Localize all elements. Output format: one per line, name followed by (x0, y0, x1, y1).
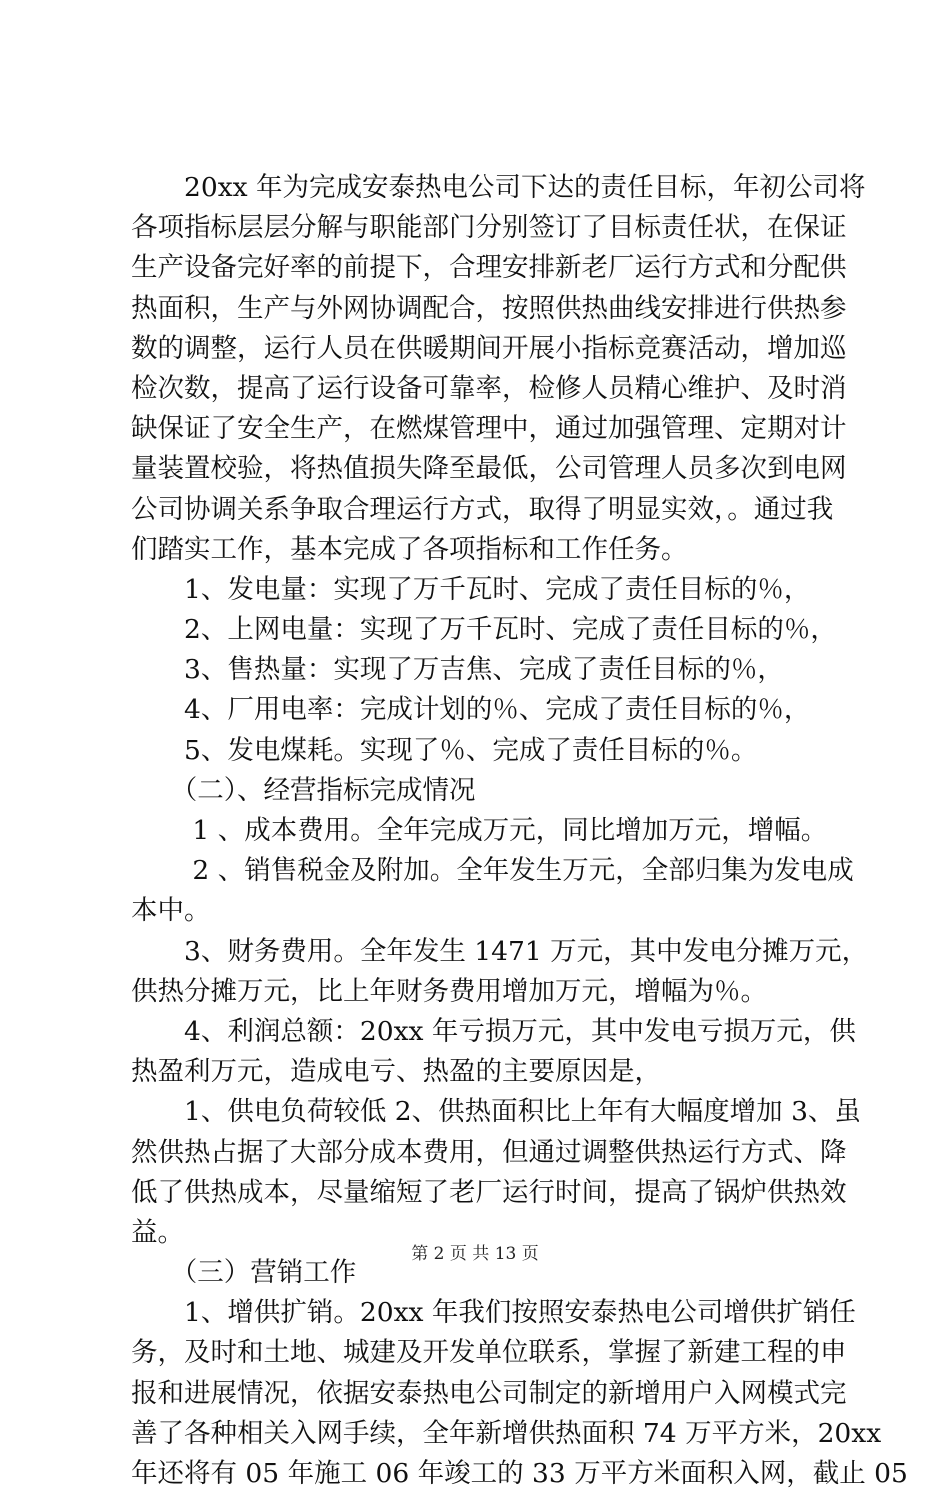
list-item: 3、售热量：实现了万吉焦、完成了责任目标的％， (131, 654, 784, 686)
paragraph-line: 量装置校验，将热值损失降至最低，公司管理人员多次到电网 (131, 453, 847, 485)
paragraph-line: 益。 (131, 1216, 184, 1248)
list-item: 5、发电煤耗。实现了％、完成了责任目标的％。 (131, 734, 758, 766)
list-item: 2、上网电量：实现了万千瓦时、完成了责任目标的％， (131, 614, 837, 646)
paragraph-line: 热盈利万元，造成电亏、热盈的主要原因是， (131, 1056, 661, 1088)
paragraph-line: 数的调整，运行人员在供暖期间开展小指标竞赛活动，增加巡 (131, 332, 847, 364)
list-item: 1、发电量：实现了万千瓦时、完成了责任目标的％， (131, 573, 811, 605)
section-heading: （三）营销工作 (131, 1257, 357, 1289)
section-heading: （二）、经营指标完成情况 (131, 774, 476, 806)
paragraph-line: 20xx 年为完成安泰热电公司下达的责任目标，年初公司将 (131, 172, 866, 203)
list-item: 2 、销售税金及附加。全年发生万元，全部归集为发电成 (131, 855, 854, 887)
page-footer (0, 1244, 950, 1264)
paragraph-line: 生产设备完好率的前提下，合理安排新老厂运行方式和分配供 (131, 252, 847, 284)
paragraph-line: 缺保证了安全生产，在燃煤管理中，通过加强管理、定期对计 (131, 413, 847, 445)
paragraph-line: 务，及时和土地、城建及开发单位联系，掌握了新建工程的申 (131, 1337, 847, 1369)
paragraph-line: 报和进展情况，依据安泰热电公司制定的新增用户入网模式完 (131, 1377, 847, 1409)
paragraph-line: 低了供热成本，尽量缩短了老厂运行时间，提高了锅炉供热效 (131, 1176, 847, 1208)
paragraph-line: 年还将有 05 年施工 06 年竣工的 33 万平方米面积入网，截止 05 (131, 1458, 908, 1489)
list-item: 4、厂用电率：完成计划的％、完成了责任目标的％， (131, 694, 811, 726)
paragraph-line: 公司协调关系争取合理运行方式，取得了明显实效，。通过我 (131, 493, 834, 525)
paragraph-line: 热面积，生产与外网协调配合，按照供热曲线安排进行供热参 (131, 292, 847, 324)
list-item: 1、供电负荷较低 2、供热面积比上年有大幅度增加 3、虽 (131, 1096, 861, 1128)
list-item: 4、利润总额：20xx 年亏损万元，其中发电亏损万元，供 (131, 1015, 856, 1047)
paragraph-line: 善了各种相关入网手续，全年新增供热面积 74 万平方米，20xx (131, 1417, 882, 1449)
paragraph-line: 各项指标层层分解与职能部门分别签订了目标责任状，在保证 (131, 212, 847, 244)
paragraph-line: 们踏实工作，基本完成了各项指标和工作任务。 (131, 533, 688, 565)
list-item: 1 、成本费用。全年完成万元，同比增加万元，增幅。 (131, 815, 828, 846)
paragraph-line: 本中。 (131, 895, 211, 927)
page-number-label: 第 2 页 共 13 页 (411, 1244, 539, 1264)
list-item: 1、增供扩销。20xx 年我们按照安泰热电公司增供扩销任 (131, 1297, 856, 1329)
paragraph-line: 然供热占据了大部分成本费用，但通过调整供热运行方式、降 (131, 1136, 847, 1168)
paragraph-line: 检次数，提高了运行设备可靠率，检修人员精心维护、及时消 (131, 372, 847, 404)
paragraph-line: 供热分摊万元，比上年财务费用增加万元，增幅为％。 (131, 975, 767, 1007)
document-body (131, 168, 908, 1494)
list-item: 3、财务费用。全年发生 1471 万元，其中发电分摊万元， (131, 935, 869, 967)
